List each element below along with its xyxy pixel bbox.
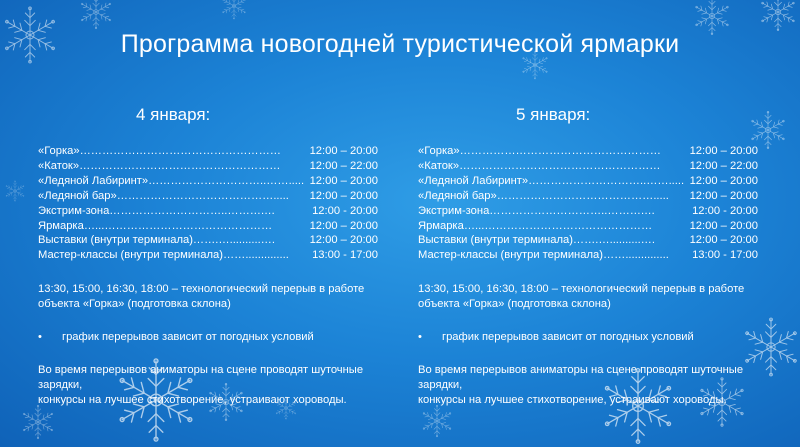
- schedule-row: [418, 144, 758, 159]
- animators-paragraph: [418, 363, 758, 408]
- paragraph-line: Во время перерывов аниматоры на сцене проводят шуточные зарядки,: [418, 363, 744, 391]
- activity-time: 12:00 – 20:00: [689, 189, 758, 202]
- leader-dots: …………………………..…….....: [528, 174, 685, 187]
- activity-time: 12:00 – 20:00: [309, 189, 378, 202]
- activity-time: 12:00 – 22:00: [309, 159, 378, 172]
- leader-dots: …………………………………….....: [496, 189, 669, 202]
- break-note: [38, 282, 378, 312]
- activity-name: Мастер-классы (внутри терминала): [38, 249, 223, 262]
- bullet-icon: •: [38, 331, 42, 344]
- leader-dots: ……..............: [222, 249, 289, 262]
- activity-name: «Ледяной Лабиринт»: [38, 174, 149, 187]
- snowflake-icon: [20, 404, 56, 440]
- activity-time: 12:00 – 20:00: [309, 219, 378, 232]
- schedule-row: [38, 219, 378, 234]
- activity-name: Мастер-классы (внутри терминала): [418, 249, 603, 262]
- activity-time: 12:00 – 20:00: [689, 174, 758, 187]
- schedule-row: [38, 233, 378, 248]
- activity-name: «Ледяной бар»: [38, 189, 117, 202]
- paragraph-line: конкурсы на лучшее стихотворение, устраивают хороводы.: [418, 393, 727, 406]
- day-column-2: [418, 104, 758, 408]
- day-heading: 5 января:: [516, 105, 591, 124]
- paragraph-line: конкурсы на лучшее стихотворение, устраивают хороводы.: [38, 393, 347, 406]
- activity-name: «Ледяной Лабиринт»: [418, 174, 529, 187]
- leader-dots: ………………………………………………: [79, 159, 281, 172]
- activity-time: 12:00 – 20:00: [309, 145, 378, 157]
- break-note-line: 13:30, 15:00, 16:30, 18:00 – технологический перерыв в работе: [418, 283, 745, 296]
- leader-dots: …………………………..……….…: [489, 204, 656, 217]
- leader-dots: …….…..........….: [192, 234, 275, 247]
- break-note-line: 13:30, 15:00, 16:30, 18:00 – технологический перерыв в работе: [38, 283, 365, 296]
- snowflake-icon: [78, 0, 114, 30]
- schedule-row: [38, 248, 378, 263]
- schedule-row: [418, 204, 758, 219]
- weather-bullet: [38, 330, 378, 345]
- activity-name: Экстрим-зона: [418, 204, 490, 217]
- activity-name: Ярмарка: [418, 219, 464, 232]
- day-column-1: [38, 104, 378, 408]
- leader-dots: …...………………………………………: [463, 219, 653, 232]
- activity-name: Экстрим-зона: [38, 204, 110, 217]
- snowflake-icon: [758, 0, 798, 32]
- schedule-row: [38, 159, 378, 174]
- leader-dots: ……..............: [602, 249, 669, 262]
- activity-time: 12:00 - 20:00: [312, 204, 378, 217]
- day-heading: 4 января:: [136, 105, 211, 124]
- schedule-row: [38, 174, 378, 189]
- activity-time: 12:00 – 22:00: [689, 159, 758, 172]
- paragraph-line: Во время перерывов аниматоры на сцене проводят шуточные зарядки,: [38, 363, 364, 391]
- schedule-row: [418, 233, 758, 248]
- schedule-row: [418, 248, 758, 263]
- activity-time: 12:00 – 20:00: [309, 174, 378, 187]
- leader-dots: …………………………………….....: [116, 189, 289, 202]
- activity-time: 12:00 – 20:00: [689, 145, 758, 157]
- activity-name: «Ледяной бар»: [418, 189, 497, 202]
- leader-dots: …………………………..……….…: [109, 204, 276, 217]
- schedule-row: [418, 174, 758, 189]
- activity-name: «Горка»: [38, 145, 80, 157]
- leader-dots: ………………………………………………: [459, 145, 661, 157]
- activity-name: Выставки (внутри терминала): [418, 234, 573, 247]
- leader-dots: …….…..........….: [572, 234, 655, 247]
- schedule-row: [418, 219, 758, 234]
- snowflake-icon: [220, 0, 248, 20]
- leader-dots: ………………………………………………: [79, 145, 281, 157]
- break-note: [418, 282, 758, 312]
- activity-time: 12:00 – 20:00: [689, 234, 758, 247]
- activity-time: 13:00 - 17:00: [312, 249, 378, 262]
- snowflake-icon: [420, 404, 454, 438]
- activity-time: 12:00 – 20:00: [689, 219, 758, 232]
- weather-bullet: [418, 330, 758, 345]
- page-title: Программа новогодней туристической ярмарки: [120, 30, 680, 58]
- snowflake-icon: [4, 180, 26, 202]
- bullet-text: график перерывов зависит от погодных условий: [62, 331, 314, 344]
- break-note-line: объекта «Горка» (подготовка склона): [38, 298, 231, 311]
- schedule-row: [38, 189, 378, 204]
- bullet-text: график перерывов зависит от погодных условий: [442, 331, 694, 344]
- activity-name: «Горка»: [418, 145, 460, 157]
- break-note-line: объекта «Горка» (подготовка склона): [418, 298, 611, 311]
- activity-time: 12:00 – 20:00: [309, 234, 378, 247]
- activity-name: Выставки (внутри терминала): [38, 234, 193, 247]
- activity-name: «Каток»: [38, 159, 80, 172]
- schedule-list: [418, 144, 758, 263]
- schedule-row: [418, 189, 758, 204]
- bullet-icon: •: [418, 331, 422, 344]
- leader-dots: …………………………..…….....: [148, 174, 305, 187]
- leader-dots: …...………………………………………: [83, 219, 273, 232]
- schedule-list: [38, 144, 378, 263]
- activity-name: «Каток»: [418, 159, 460, 172]
- leader-dots: ………………………………………………: [459, 159, 661, 172]
- schedule-row: [38, 204, 378, 219]
- activity-time: 13:00 - 17:00: [692, 249, 758, 262]
- animators-paragraph: [38, 363, 378, 408]
- schedule-row: [38, 144, 378, 159]
- schedule-row: [418, 159, 758, 174]
- activity-name: Ярмарка: [38, 219, 84, 232]
- activity-time: 12:00 - 20:00: [692, 204, 758, 217]
